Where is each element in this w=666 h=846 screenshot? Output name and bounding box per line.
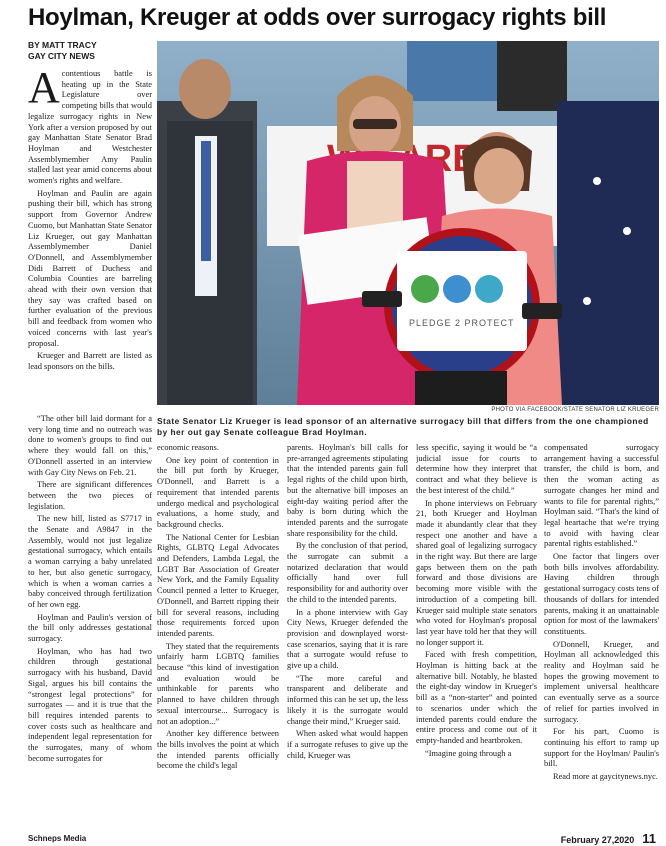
article-paragraph: Hoylman and Paulin's version of the bill only addresses gestational surrogacy. [28,612,152,644]
article-paragraph: “Imagine going through a [425,748,512,758]
article-column-5 [544,443,659,835]
article-paragraph: “The other bill laid dormant for a very long time and no outreach was done to women's groups to find out where they would fall on this,” O'Donnell asserted in an interview with Gay City News on Feb. 21. [28,414,152,477]
article-paragraph: Another key difference between the bills involves the point at which the intended parents officially become the child's legal [157,729,279,771]
article-paragraph: For his part, Cuomo is continuing his effort to ramp up support for the Hoylman/ Paulin's bill. [544,727,659,769]
drop-cap: A [28,69,60,112]
article-paragraph: contentious battle is heating up in the State Legislature over competing bills that would legalize surrogacy rights in New York after a version proposed by out gay Manhattan State Senator Brad Hoylman and Westchester Assemblymember Amy Paulin stalled last year amid concerns about women's rights and welfare. [28,69,152,186]
article-paragraph: When asked what would happen if a surrogate refuses to give up the child, Krueger was [287,729,408,760]
article-paragraph: There are significant differences between the two pieces of legislation. [28,480,152,511]
footer-date-page [561,831,656,846]
photo-credit: PHOTO VIA FACEBOOK/STATE SENATOR LIZ KRUEGER [491,407,659,413]
article-column-2 [157,443,279,835]
article-paragraph: Hoylman, who has had two children through gestational surrogacy with his husband, David Sigal, argues his bill contains the “strongest legal protections” for surrogates — and it is true that the bill requires intended parents to cover costs such as healthcare and independent legal representation for the surrogates, many of whom become surrogates for [28,646,152,763]
footer-date: February 27,2020 [560,835,635,845]
byline-author: BY MATT TRACY [28,40,97,50]
article-paragraph: The National Center for Lesbian Rights, GLBTQ Legal Advocates and Defenders, Lambda Legal, the LGBT Bar Association of Greater New York, and the Family Equality Council penned a letter to Krueger, O'Donnell, and Barrett ripping their bill for several reasons, including those requirements forced upon intended parents. [157,532,279,638]
article-column-3 [287,443,408,835]
article-paragraph: O'Donnell, Krueger, and Hoylman all acknowledged this reality and Hoylman said he hopes the growing movement to implement universal healthcare can eventually serve as a source of relief for parties involved in surrogacy. [544,639,659,724]
article-paragraph: They stated that the requirements unfairly harm LGBTQ families because “this kind of investigation and evaluation would be unthinkable for parents who planned to have children through sexual intercourse... Surrogacy is not an adoption...” [157,641,279,726]
article-paragraph: Faced with fresh competition, Hoylman is hitting back at the alternative bill. Notably, he blasted the eight-day window in Krueger's bill as a “non-starter” and pointed to scenarios under which the intended parents could endure the entire process and come out of it empty-handed and heartbroken. [416,650,537,745]
article-paragraph: parents. Hoylman's bill calls for pre-arranged agreements stipulating that the intended parents gain full legal rights of the child upon birth, but the alternative bill imposes an eight-day waiting period after the baby is born during which the intended parents and the surrogate share responsibility for the child. [287,443,408,538]
article-paragraph: In a phone interview with Gay City News, Krueger defended the provision and downplayed worst-case scenarios, saying that it is rare that a surrogate would refuse to give up a child. [287,607,408,671]
article-paragraph: In phone interviews on February 21, both Krueger and Hoylman made it abundantly clear that they respect one another and have a shared goal of legalizing surrogacy in the right way. But there are large gaps between them on the path forward and those divisions are becoming more visible with the introduction of a competing bill. Krueger said multiple state senators who voted for Hoylman's proposal last year have told her that they will no longer support it. [416,498,537,647]
article-lead-paragraph [28,69,152,187]
article-paragraph: economic reasons. [157,443,219,452]
article-paragraph: By the conclusion of that period, the surrogate can submit a notarized declaration that would officially hand over full responsibility for and authority over the child to the intended parents. [287,541,408,604]
article-paragraph: One key point of contention in the bill put forth by Krueger, O'Donnell, and Barrett is a requirement that intended parents undergo medical and psychological evaluations, a home study, and background checks. [157,455,279,529]
article-paragraph: Hoylman and Paulin are again pushing their bill, which has strong support from Governor Andrew Cuomo, but Manhattan State Senator Liz Krueger, out gay Manhattan Assemblymember Daniel O'Donnell, and Assemblymember Didi Barrett of Duchess and Columbia Counties are barreling ahead with their own version that they say was crafted based on further evaluation of the previous bill and feedback from women who voiced concerns with last year's proposal. [28,188,152,348]
photo-illustration [157,41,659,405]
article-paragraph: less specific, saying it would be “a judicial issue for courts to determine how they interpret that contract and what they believe is the best interest of the child.” [416,443,537,495]
headline: Hoylman, Kreuger at odds over surrogacy rights bill [28,4,607,31]
article-column-4 [416,443,537,835]
article-paragraph: One factor that lingers over both bills involves affordability. Having children through gestational surrogacy costs tens of thousands of dollars for intended parents, making it an unattainable option for most of the lawmakers' constituents. [544,552,659,636]
byline-outlet: GAY CITY NEWS [28,51,95,61]
article-read-more: Read more at gaycitynews.nyc. [553,772,658,782]
article-paragraph: The new bill, listed as S7717 in the Senate and A9847 in the Assembly, would not just legalize gestational surrogacy, which entails a woman carrying a baby unrelated to her, but also genetic surrogacy, which is when a woman carries a baby conceived through fertilization of her own egg. [28,514,152,609]
article-column-1-top [28,69,152,414]
article-paragraph: compensated surrogacy arrangement having a successful transfer, the child is born, and then the woman acting as surrogate changes her mind and wants to file for parental rights,” Hoylman said. “That's the kind of legal heartache that we're trying to avoid with having clear parental rights established.” [544,443,659,549]
banner-text: ARE [397,138,478,180]
page-number: 11 [642,831,656,846]
news-photo [157,41,659,405]
article-paragraph: “The more careful and transparent and deliberate and informed this can be set up, the less likely it is the surrogate would change their mind,” Krueger said. [287,673,408,726]
article-paragraph: Krueger and Barrett are listed as lead sponsors on the bills. [28,351,152,371]
photo-caption: State Senator Liz Krueger is lead sponsor of an alternative surrogacy bill that differs from the one championed by her out gay Senate colleague Brad Hoylman. [157,416,649,437]
article-column-1-bottom [28,414,152,834]
byline [28,40,152,62]
footer-publisher: Schneps Media [28,834,87,843]
sign-text: PLEDGE 2 PROTECT [409,318,515,328]
